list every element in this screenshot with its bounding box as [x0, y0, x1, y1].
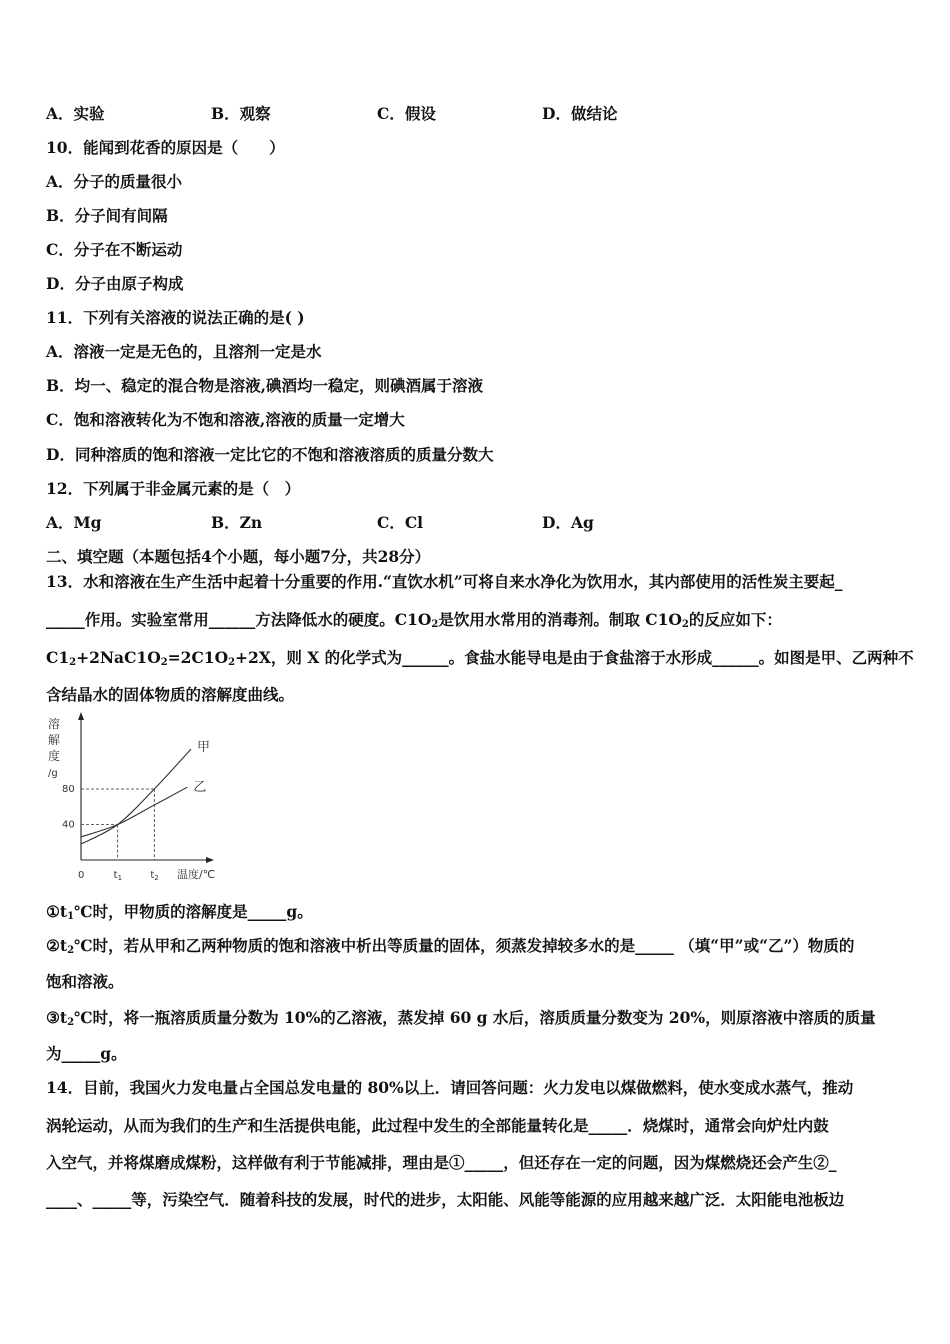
solubility-chart — [40, 712, 240, 884]
q9-options — [46, 102, 746, 124]
q13-sub-2-cont: 饱和溶液。 — [46, 972, 124, 991]
x-axis-arrow — [206, 857, 214, 863]
q14-line-3: 入空气，并将煤磨成煤粉，这样做有利于节能减排，理由是①_____，但还存在一定的问题，因为煤燃烧还会产生②_ — [46, 1153, 837, 1172]
q13-line-4: 含结晶水的固体物质的溶解度曲线。 — [46, 685, 295, 704]
q10-option-c: C．分子在不断运动 — [46, 240, 183, 259]
q14-line-1: 14．目前，我国火力发电量占全国总发电量的 80%以上．请回答问题：火力发电以煤做燃料，使水变成水蒸气，推动 — [46, 1078, 854, 1097]
q11-stem: 11．下列有关溶液的说法正确的是( ) — [46, 308, 305, 327]
x-tick-2: $t_2$ — [150, 870, 159, 882]
q13-line-3: $C1_2+2NaC1O_2=2C1O_2+2X$，则 X 的化学式为______。食盐水能导电是由于食盐溶于水形成______。如图是甲、乙两种不 — [46, 648, 914, 668]
series-line-1 — [81, 749, 191, 844]
y-axis-arrow — [78, 712, 84, 720]
q10-stem: 10．能闻到花香的原因是（ ） — [46, 138, 285, 157]
q9-option-b: B．观察 — [211, 104, 271, 123]
q12-option-a: A．Mg — [46, 513, 102, 532]
x-tick-1: $t_1$ — [113, 870, 123, 882]
y-tick-40: 40 — [62, 819, 75, 831]
section-heading: 二、填空题（本题包括4个小题，每小题7分，共28分） — [46, 547, 431, 566]
y-label-2: 度 — [48, 749, 61, 763]
q12-option-c: C．Cl — [377, 513, 424, 532]
q13-sub-2: $②t_2℃$时，若从甲和乙两种物质的饱和溶液中析出等质量的固体，须蒸发掉较多水的是_____ （填“甲”或“乙”）物质的 — [46, 936, 855, 956]
q10-option-d: D．分子由原子构成 — [46, 274, 184, 293]
x-label: 温度/℃ — [177, 868, 216, 881]
series-label-2: 乙 — [193, 780, 207, 796]
q10-option-b: B．分子间有间隔 — [46, 206, 168, 225]
q9-option-d: D．做结论 — [542, 104, 618, 123]
q11-option-c: C．饱和溶液转化为不饱和溶液,溶液的质量一定增大 — [46, 410, 405, 429]
q14-line-2: 涡轮运动，从而为我们的生产和生活提供电能，此过程中发生的全部能量转化是_____．烧煤时，通常会向炉灶内鼓 — [46, 1116, 829, 1135]
y-tick-80: 80 — [62, 784, 75, 795]
q10-option-a: A．分子的质量很小 — [46, 172, 183, 191]
series-line-2 — [81, 787, 187, 837]
q12-options — [46, 511, 746, 533]
q13-line-2: _____作用。实验室常用______方法降低水的硬度。$C1O_2$是饮用水常用的消毒剂。制取 $C1O_2$的反应如下： — [46, 610, 782, 630]
y-label-0: 溶 — [48, 717, 61, 731]
q12-option-b: B．Zn — [211, 513, 263, 532]
origin-label: 0 — [78, 870, 85, 881]
q13-sub-3-cont: 为_____g。 — [46, 1044, 127, 1063]
q14-line-4: ____、_____等，污染空气．随着科技的发展，时代的进步，太阳能、风能等能源的应用越来越广泛．太阳能电池板边 — [46, 1190, 845, 1209]
q12-stem: 12．下列属于非金属元素的是（ ） — [46, 479, 301, 498]
q11-option-d: D．同种溶质的饱和溶液一定比它的不饱和溶液溶质的质量分数大 — [46, 445, 494, 464]
chart-labels — [48, 716, 215, 882]
chart-series — [81, 749, 191, 844]
q13-sub-3: $③t_2℃$时，将一瓶溶质质量分数为 10%的乙溶液，蒸发掉 60 g 水后，溶质质量分数变为 20%，则原溶液中溶质的质量 — [46, 1008, 876, 1028]
q13-sub-1: $①t_1℃$时，甲物质的溶解度是_____g。 — [46, 902, 313, 922]
q13-line-1: 13．水和溶液在生产生活中起着十分重要的作用.“直饮水机”可将自来水净化为饮用水，其内部使用的活性炭主要起_ — [46, 572, 843, 591]
q11-option-b: B．均一、稳定的混合物是溶液,碘酒均一稳定，则碘酒属于溶液 — [46, 376, 483, 395]
q11-option-a: A．溶液一定是无色的，且溶剂一定是水 — [46, 342, 322, 361]
q9-option-c: C．假设 — [377, 104, 436, 123]
series-label-1: 甲 — [197, 740, 211, 756]
y-label-1: 解 — [48, 733, 61, 747]
q9-option-a: A．实验 — [46, 104, 105, 123]
q12-option-d: D．Ag — [542, 513, 594, 532]
y-label-3: /g — [48, 768, 58, 779]
